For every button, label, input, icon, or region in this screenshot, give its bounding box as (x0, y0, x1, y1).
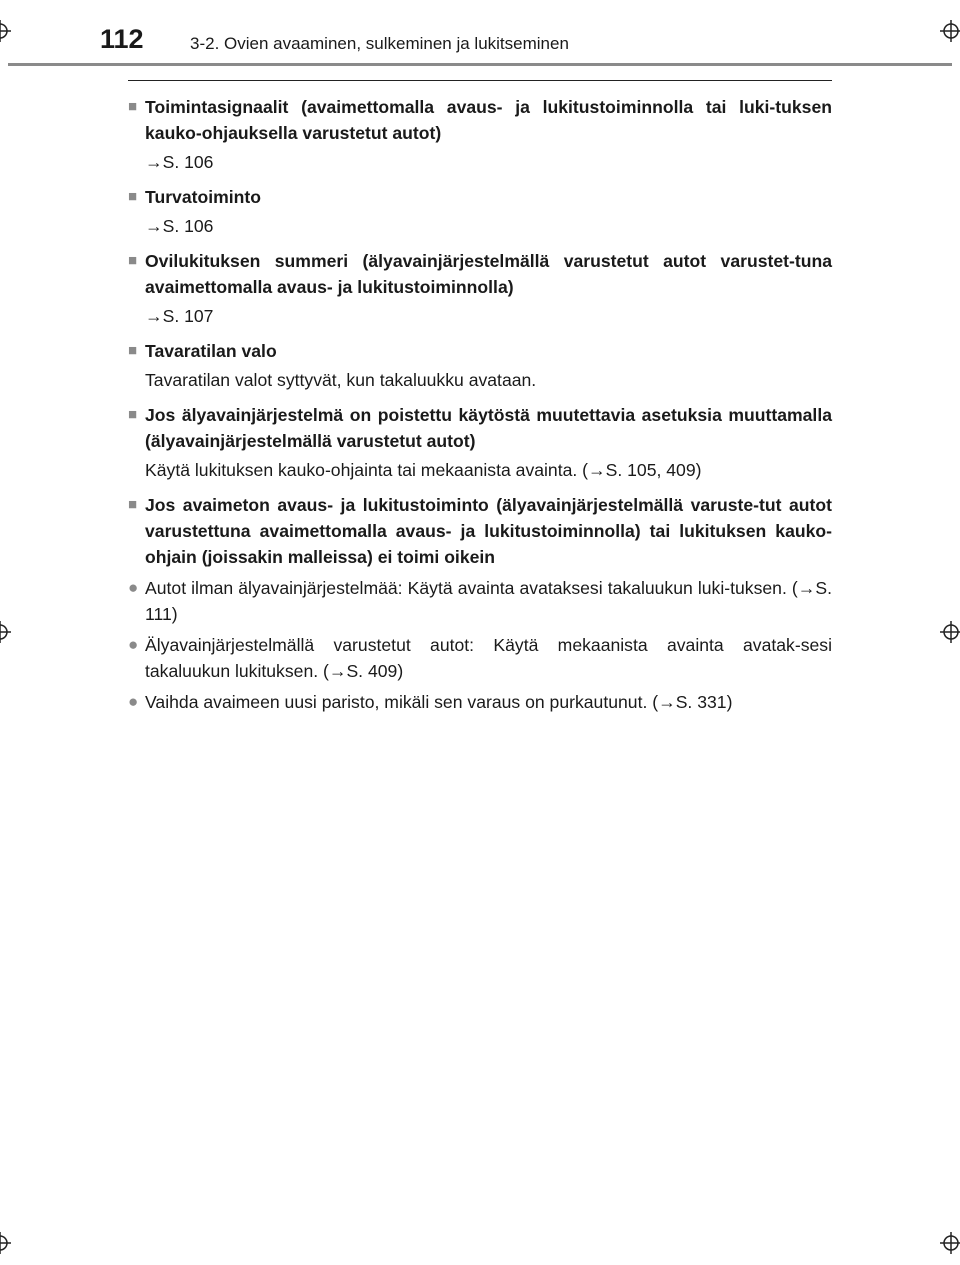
heading-text: Jos älyavainjärjestelmä on poistettu käytöstä muutettavia asetuksia muuttamalla (älyavainjärjestelmällä varustetut autot) (145, 405, 832, 451)
registration-mark-icon (940, 1232, 960, 1254)
heading-text: Turvatoiminto (145, 187, 261, 207)
heading-text: Ovilukituksen summeri (älyavainjärjestelmällä varustetut autot varustet-tuna avaimettomalla avaus- ja lukitustoiminnolla) (145, 251, 832, 297)
body-text: Tavaratilan valot syttyvät, kun takaluukku avataan. (145, 370, 537, 390)
section-heading (128, 402, 832, 454)
circle-bullet-icon: ● (128, 578, 139, 597)
heading-text: Jos avaimeton avaus- ja lukitustoiminto (älyavainjärjestelmällä varuste-tut autot varustettuna avaimettomalla avaus- ja lukitustoiminnolla) tai lukituksen kauko-ohjain (joissakin malleissa) ei toimi oikein (145, 495, 832, 567)
square-bullet-icon: ■ (128, 496, 138, 513)
heading-text: Toimintasignaalit (avaimettomalla avaus- ja lukitustoiminnolla tai luki-tuksen kauko-ohjauksella varustetut autot) (145, 97, 832, 143)
section-tavaratilan-valo (128, 338, 832, 393)
registration-mark-icon (940, 20, 960, 42)
section-heading (128, 248, 832, 300)
square-bullet-icon: ■ (128, 342, 138, 359)
square-bullet-icon: ■ (128, 252, 138, 269)
chapter-title: 3-2. Ovien avaaminen, sulkeminen ja lukitseminen (190, 34, 569, 53)
content-area (128, 94, 832, 724)
list-item (128, 575, 832, 627)
page-reference: →S. 107 (145, 306, 214, 326)
square-bullet-icon: ■ (128, 98, 138, 115)
header-rule (8, 63, 952, 66)
section-ei-toimi-oikein (128, 492, 832, 715)
section-heading (128, 184, 832, 210)
list-item (128, 632, 832, 684)
square-bullet-icon: ■ (128, 406, 138, 423)
square-bullet-icon: ■ (128, 188, 138, 205)
body-text: Käytä lukituksen kauko-ohjainta tai mekaanista avainta. (→S. 105, 409) (145, 460, 702, 480)
registration-mark-icon (0, 20, 11, 42)
section-heading (128, 492, 832, 570)
section-toimintasignaalit (128, 94, 832, 175)
list-item-text: Vaihda avaimeen uusi paristo, mikäli sen varaus on purkautunut. (→S. 331) (145, 692, 733, 712)
list-item (128, 689, 832, 715)
page-number: 112 (100, 24, 144, 54)
page-reference: →S. 106 (145, 216, 214, 236)
circle-bullet-icon: ● (128, 635, 139, 654)
registration-mark-icon (940, 621, 960, 643)
heading-text: Tavaratilan valo (145, 341, 277, 361)
list-item-text: Älyavainjärjestelmällä varustetut autot: Käytä mekaanista avainta avatak-sesi takaluukun lukituksen. (→S. 409) (145, 635, 832, 681)
section-turvatoiminto (128, 184, 832, 239)
registration-mark-icon (0, 621, 11, 643)
section-alyavain-pois-kaytosta (128, 402, 832, 483)
section-heading (128, 94, 832, 146)
registration-mark-icon (0, 1232, 11, 1254)
content-rule (128, 80, 832, 81)
page-reference: →S. 106 (145, 152, 214, 172)
section-heading (128, 338, 832, 364)
circle-bullet-icon: ● (128, 692, 139, 711)
list-item-text: Autot ilman älyavainjärjestelmää: Käytä avainta avataksesi takaluukun luki-tuksen. (→S. 111) (145, 578, 832, 624)
section-ovilukituksen-summeri (128, 248, 832, 329)
